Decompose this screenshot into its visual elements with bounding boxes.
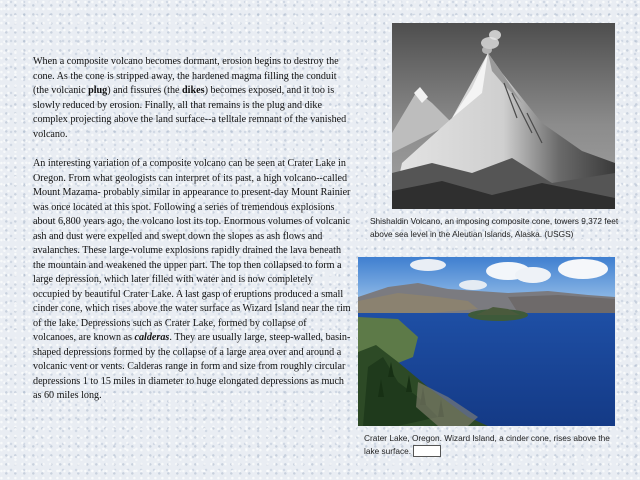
lake-photo-icon <box>358 257 615 426</box>
shishaldin-volcano-photo <box>392 23 615 209</box>
paragraph <box>33 157 351 404</box>
term-calderas: calderas <box>134 332 170 343</box>
text-run: ) becomes exposed, and it too is slowly reduced by erosion. Finally, all that remains is the plug and dike complex projecting above the land surface--a telltale remnant of the vanished volcano. <box>33 85 347 140</box>
paragraph <box>33 55 351 142</box>
shishaldin-caption: Shishaldin Volcano, an imposing composite cone, towers 9,372 feet above sea level in the Aleutian Islands, Alaska. (USGS) <box>370 216 619 239</box>
text-run: When a composite volcano becomes dormant, erosion begins to destroy the cone. As the cone is stripped away, the hardened magma filling the conduit (the volcanic <box>33 56 339 96</box>
term-plug: plug <box>88 85 108 96</box>
caption-text-box[interactable] <box>413 445 441 457</box>
text-run: ) and fissures (the <box>107 85 183 96</box>
text-run: An interesting variation of a composite volcano can be seen at Crater Lake in Oregon. From what geologists can interpret of its past, a high volcano--called Mount Mazama- probably similar in appearance to present-day Mount Rainier was once located at this spot. Following a series of tremendous explosions about 6,800 years ago, the volcano lost its top. Enormous volumes of volcanic ash and dust were expelled and swept down the slopes as ash flows and avalanches. These large-volume explosions rapidly drained the lava beneath the mountain and weakened the upper part. The top then collapsed to form a large depression, which later filled with water and is now completely occupied by beautiful Crater Lake. A last gasp of eruptions produced a small cinder cone, which rises above the water surface as Wizard Island near the rim of the lake. Depressions such as Crater Lake, formed by collapse of volcanoes, are known as <box>33 158 351 343</box>
crater-lake-photo <box>358 257 615 426</box>
term-dikes: dikes <box>182 85 205 96</box>
crater-lake-caption-text: Crater Lake, Oregon. Wizard Island, a cinder cone, rises above the lake surface. <box>364 433 610 456</box>
crater-lake-caption <box>364 432 619 457</box>
body-text <box>33 55 351 419</box>
volcano-photo-icon <box>392 23 615 209</box>
text-run: . They are usually large, steep-walled, basin-shaped depressions formed by the collapse of a large area over and around a volcanic vent or vents. Calderas range in form and size from roughly circular depressions 1 to 15 miles in diameter to huge elongated depressions as much as 60 miles long. <box>33 332 351 401</box>
